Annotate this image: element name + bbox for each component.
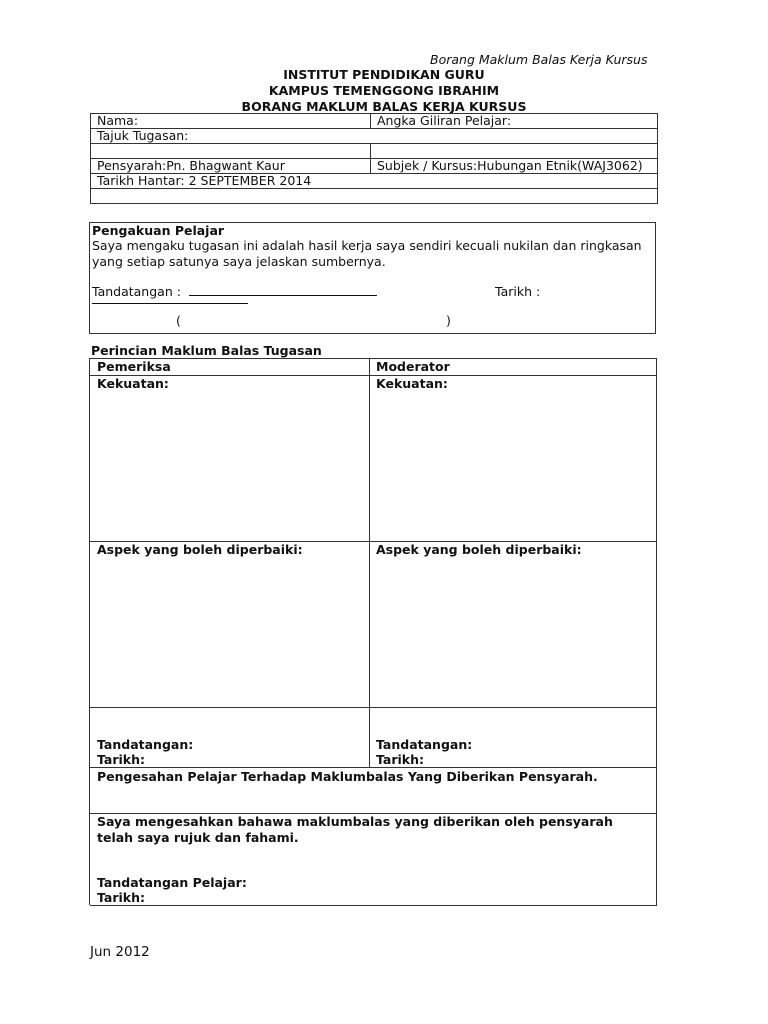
blank-cell-right xyxy=(371,144,658,159)
confirmation-line1: Saya mengesahkan bahawa maklumbalas yang diberikan oleh pensyarah xyxy=(97,814,613,829)
pemeriksa-signature-label: Tandatangan: xyxy=(97,737,194,752)
confirmation-heading-cell xyxy=(90,768,657,814)
confirmation-heading: Pengesahan Pelajar Terhadap Maklumbalas Yang Diberikan Pensyarah. xyxy=(97,769,598,784)
feedback-heading: Perincian Maklum Balas Tugasan xyxy=(91,343,322,358)
name-paren-close: ) xyxy=(446,313,451,328)
declaration-heading: Pengakuan Pelajar xyxy=(92,223,225,238)
blank-cell-left xyxy=(91,144,371,159)
header-note: Borang Maklum Balas Kerja Kursus xyxy=(430,52,648,67)
moderator-kekuatan-cell xyxy=(370,376,657,542)
title-campus: KAMPUS TEMENGGONG IBRAHIM xyxy=(268,83,500,98)
student-signature-label: Tandatangan Pelajar: xyxy=(97,875,247,890)
feedback-grid xyxy=(89,358,657,905)
title-institute: INSTITUT PENDIDIKAN GURU xyxy=(283,67,485,82)
blank-row xyxy=(91,189,658,204)
declaration-signature xyxy=(92,284,377,299)
moderator-aspek-label: Aspek yang boleh diperbaiki: xyxy=(376,542,582,557)
moderator-header-cell xyxy=(370,359,657,376)
nama-label: Nama: xyxy=(91,114,371,129)
moderator-signature-label: Tandatangan: xyxy=(376,737,473,752)
declaration-box xyxy=(89,222,656,334)
student-date-label: Tarikh: xyxy=(97,890,146,905)
name-paren-open: ( xyxy=(176,313,181,328)
student-info-table xyxy=(90,113,658,204)
pemeriksa-kekuatan-label: Kekuatan: xyxy=(97,376,169,391)
moderator-date-label: Tarikh: xyxy=(376,752,425,767)
moderator-signature-cell xyxy=(370,708,657,768)
declaration-signature-label: Tandatangan : xyxy=(92,284,181,299)
pemeriksa-signature-cell xyxy=(90,708,370,768)
confirmation-line2: telah saya rujuk dan fahami. xyxy=(97,830,299,845)
moderator-aspek-cell xyxy=(370,542,657,708)
declaration-line2: yang setiap satunya saya jelaskan sumbernya. xyxy=(92,254,386,269)
pemeriksa-aspek-cell xyxy=(90,542,370,708)
tarikh-hantar-label: Tarikh Hantar: 2 SEPTEMBER 2014 xyxy=(91,174,658,189)
pemeriksa-kekuatan-cell xyxy=(90,376,370,542)
confirmation-body-cell xyxy=(90,814,657,906)
date-line xyxy=(92,303,248,304)
moderator-header: Moderator xyxy=(376,359,450,374)
subjek-label: Subjek / Kursus:Hubungan Etnik(WAJ3062) xyxy=(371,159,658,174)
declaration-line1: Saya mengaku tugasan ini adalah hasil kerja saya sendiri kecuali nukilan dan ringkasan xyxy=(92,238,642,253)
tajuk-label: Tajuk Tugasan: xyxy=(91,129,658,144)
angka-giliran-label: Angka Giliran Pelajar: xyxy=(371,114,658,129)
signature-line xyxy=(189,295,377,296)
moderator-kekuatan-label: Kekuatan: xyxy=(376,376,448,391)
declaration-date-label: Tarikh : xyxy=(495,284,541,299)
pensyarah-label: Pensyarah:Pn. Bhagwant Kaur xyxy=(91,159,371,174)
pemeriksa-header-cell xyxy=(90,359,370,376)
pemeriksa-aspek-label: Aspek yang boleh diperbaiki: xyxy=(97,542,303,557)
footer-date: Jun 2012 xyxy=(90,944,150,960)
pemeriksa-header: Pemeriksa xyxy=(97,359,171,374)
title-form: BORANG MAKLUM BALAS KERJA KURSUS xyxy=(241,99,527,114)
pemeriksa-date-label: Tarikh: xyxy=(97,752,146,767)
